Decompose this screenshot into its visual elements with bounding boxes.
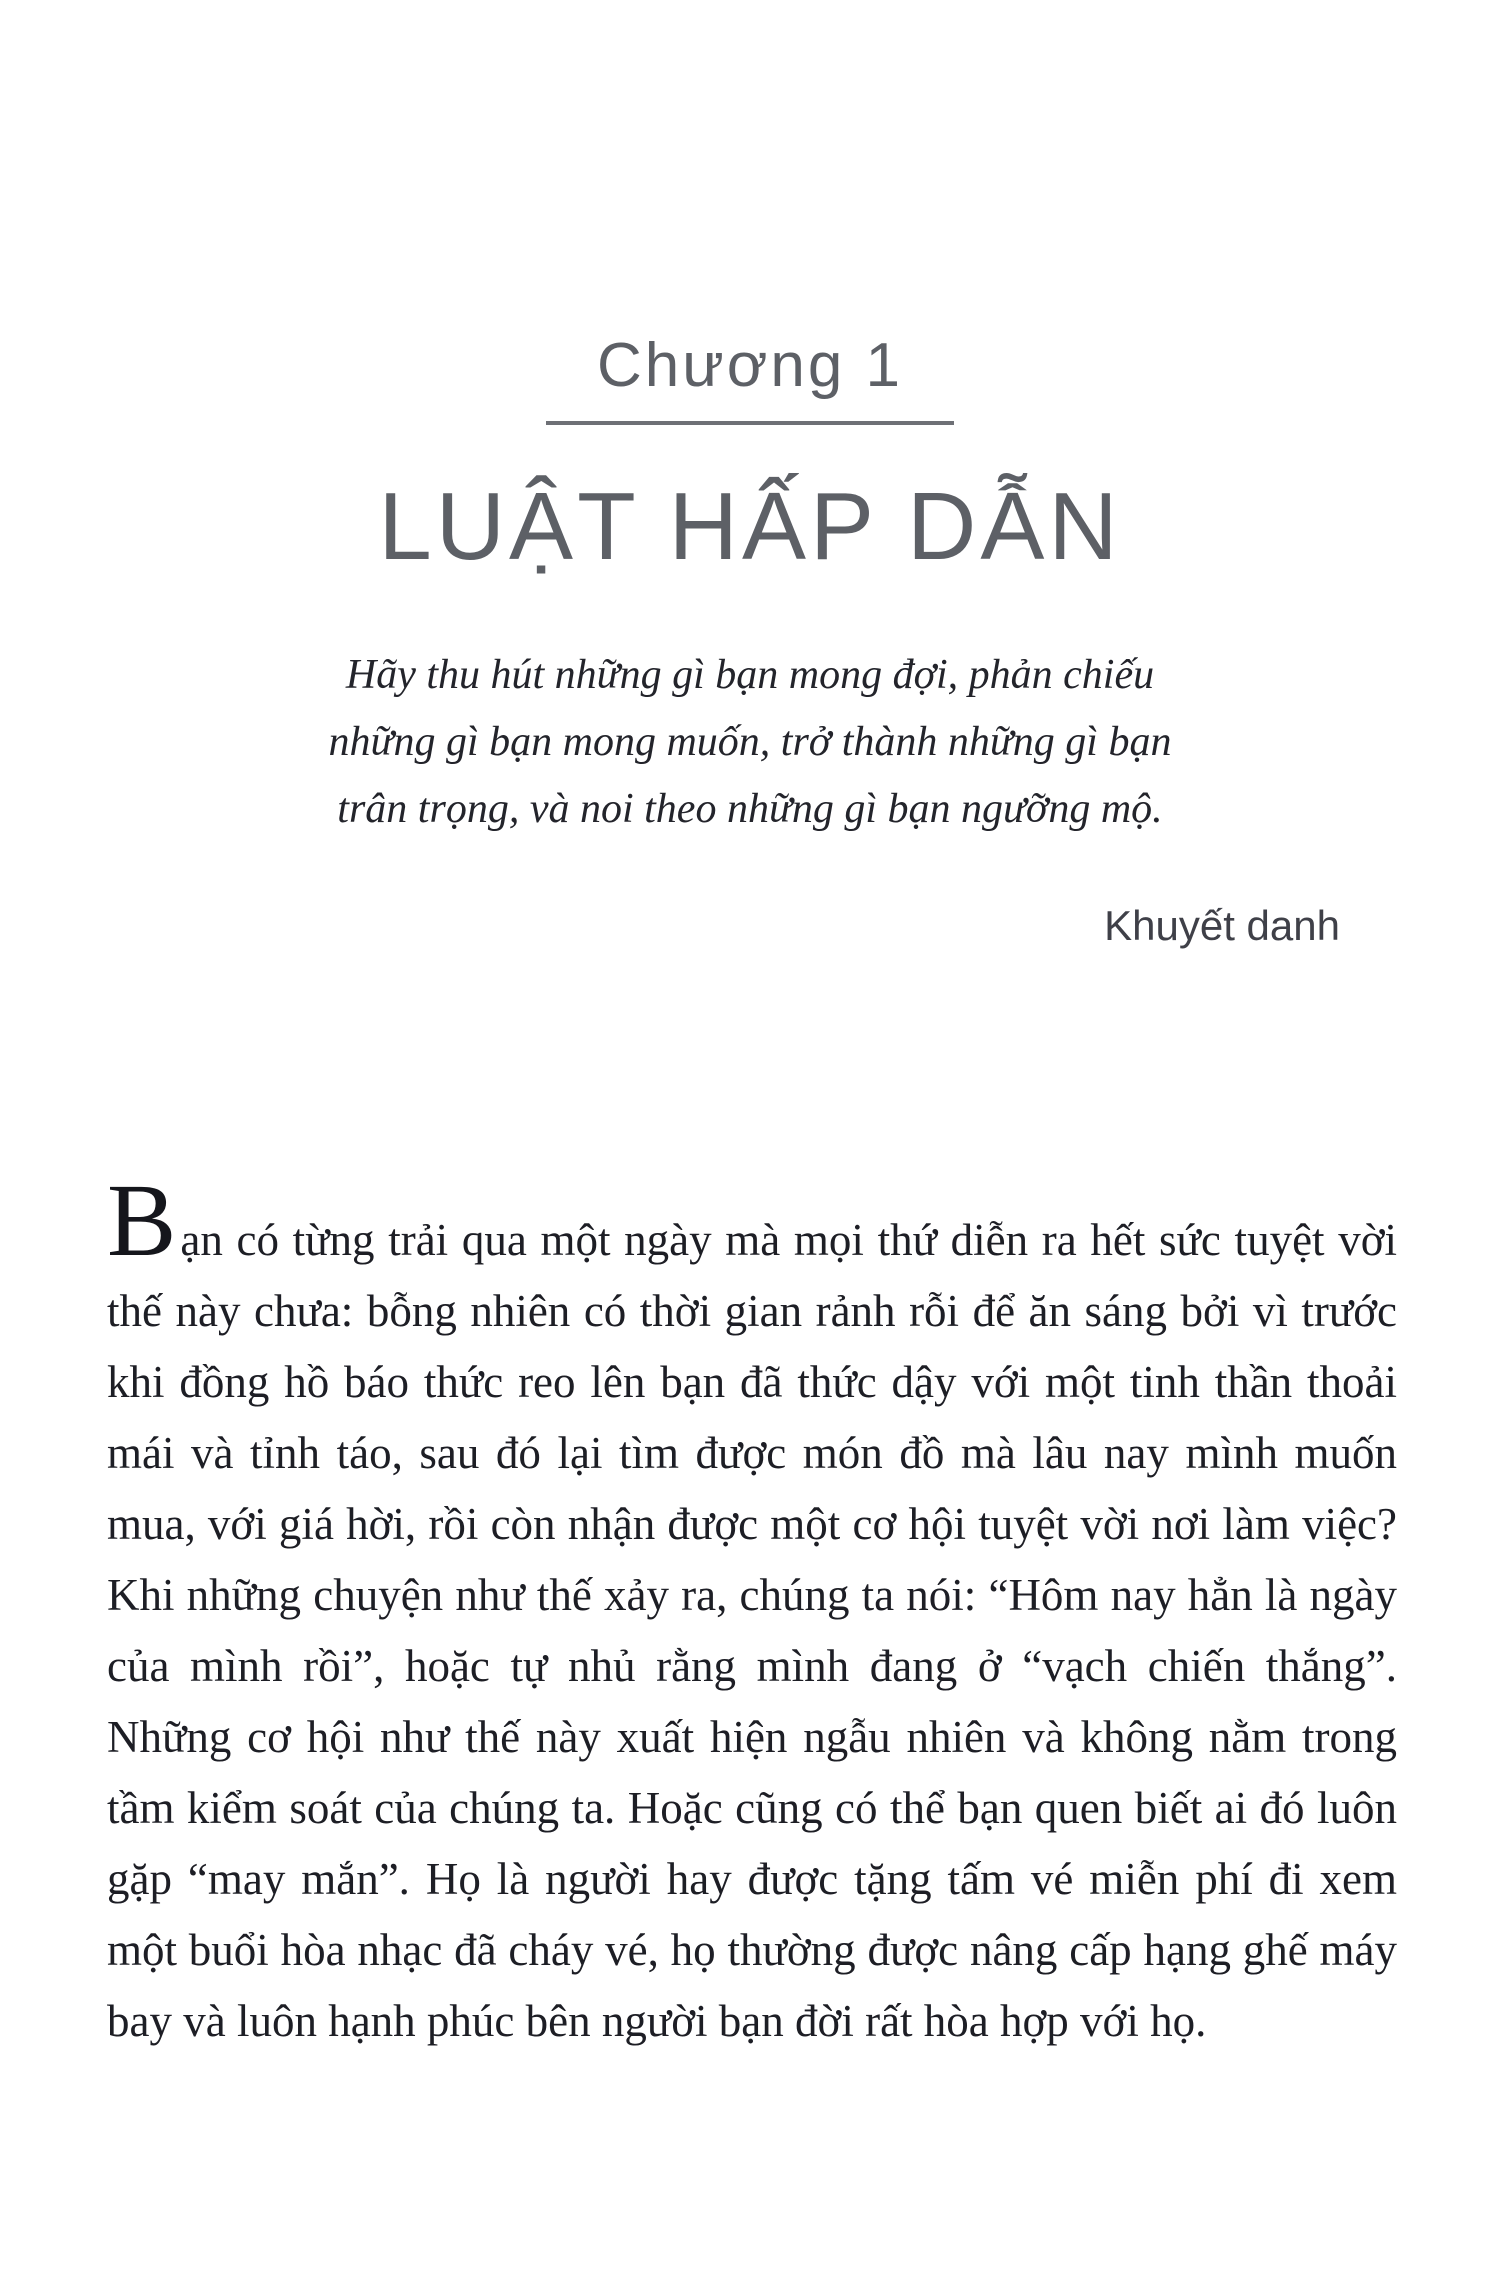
epigraph-line: những gì bạn mong muốn, trở thành những gì bạn: [328, 719, 1172, 765]
epigraph-line: Hãy thu hút những gì bạn mong đợi, phản chiếu: [345, 652, 1155, 698]
epigraph-line: trân trọng, và noi theo những gì bạn ngưỡng mộ.: [337, 786, 1163, 832]
body-paragraph: Bạn có từng trải qua một ngày mà mọi thứ diễn ra hết sức tuyệt vời thế này chưa: bỗng nhiên có thời gian rảnh rỗi để ăn sáng bởi vì trước khi đồng hồ báo thức reo lên bạn đã thức dậy với một tinh thần thoải mái và tỉnh táo, sau đó lại tìm được món đồ mà lâu nay mình muốn mua, với giá hời, rồi còn nhận được một cơ hội tuyệt vời nơi làm việc? Khi những chuyện như thế xảy ra, chúng ta nói: “Hôm nay hẳn là ngày của mình rồi”, hoặc tự nhủ rằng mình đang ở “vạch chiến thắng”. Những cơ hội như thế này xuất hiện ngẫu nhiên và không nằm trong tầm kiểm soát của chúng ta. Hoặc cũng có thể bạn quen biết ai đó luôn gặp “may mắn”. Họ là người hay được tặng tấm vé miễn phí đi xem một buổi hòa nhạc đã cháy vé, họ thường được nâng cấp hạng ghế máy bay và luôn hạnh phúc bên người bạn đời rất hòa hợp với họ.: [107, 1163, 1397, 2046]
epigraph-quote: [0, 642, 1500, 843]
chapter-heading-underline: [546, 421, 954, 425]
chapter-number-heading: Chương 1: [596, 331, 904, 400]
chapter-title: LUẬT HẤP DẪN: [378, 473, 1122, 580]
epigraph-attribution: Khuyết danh: [1104, 902, 1340, 949]
